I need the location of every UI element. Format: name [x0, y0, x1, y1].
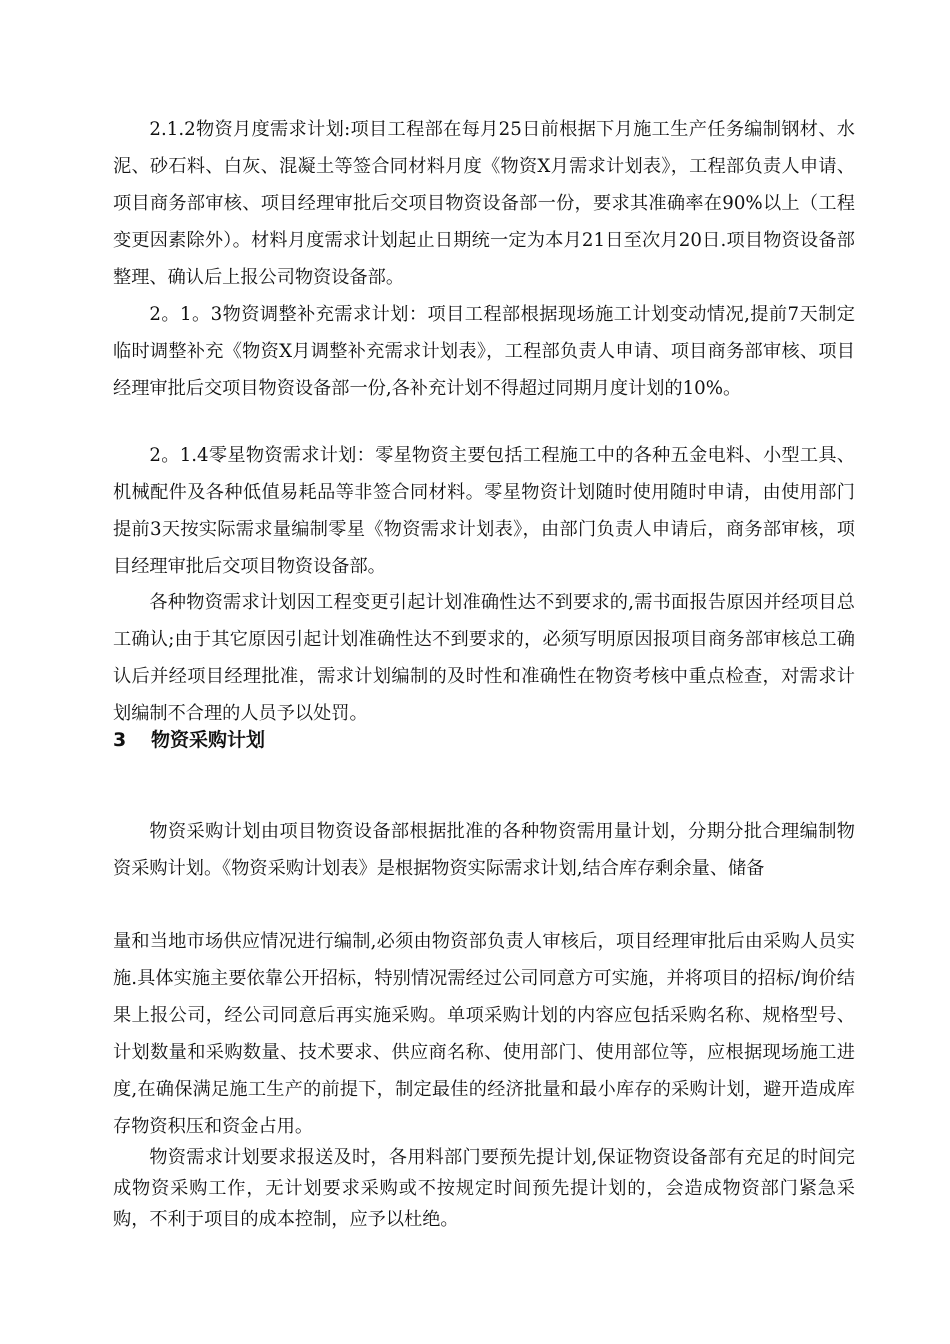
paragraph-2-1-3-supplementary-demand-plan: 2。1。3物资调整补充需求计划：项目工程部根据现场施工计划变动情况,提前7天制定临时调整补充《物资X月调整补充需求计划表》，工程部负责人申请、项目商务部审核、项目经理审批后交项目物资设备部一份,各补充计划不得超过同期月度计划的10%。 — [113, 304, 855, 399]
section-heading-3 — [113, 722, 265, 759]
paragraph-procurement-plan-continued: 量和当地市场供应情况进行编制,必须由物资部负责人审核后，项目经理审批后由采购人员实施.具体实施主要依靠公开招标，特别情况需经过公司同意方可实施，并将项目的招标/询价结果上报公司，经公司同意后再实施采购。单项采购计划的内容应包括采购名称、规格型号、计划数量和采购数量、技术要求、供应商名称、使用部门、使用部位等，应根据现场施工进度,在确保满足施工生产的前提下，制定最佳的经济批量和最小库存的采购计划，避开造成库存物资积压和资金占用。 — [113, 931, 855, 1137]
paragraph-timely-submission: 物资需求计划要求报送及时，各用料部门要预先提计划,保证物资设备部有充足的时间完成物资采购工作，无计划要求采购或不按规定时间预先提计划的，会造成物资部门紧急采购，不利于项目的成本控制，应予以杜绝。 — [113, 1147, 855, 1230]
paragraph-2-1-2-monthly-demand-plan: 2.1.2物资月度需求计划:项目工程部在每月25日前根据下月施工生产任务编制钢材、水泥、砂石料、白灰、混凝土等签合同材料月度《物资X月需求计划表》，工程部负责人申请、项目商务部审核、项目经理审批后交项目物资设备部一份，要求其准确率在90%以上（工程变更因素除外）。材料月度需求计划起止日期统一定为本月21日至次月20日.项目物资设备部整理、确认后上报公司物资设备部。 — [113, 119, 855, 288]
paragraph-procurement-plan-intro: 物资采购计划由项目物资设备部根据批准的各种物资需用量计划，分期分批合理编制物资采购计划。《物资采购计划表》是根据物资实际需求计划,结合库存剩余量、储备 — [113, 821, 855, 879]
paragraph-demand-plan-accuracy: 各种物资需求计划因工程变更引起计划准确性达不到要求的,需书面报告原因并经项目总工确认;由于其它原因引起计划准确性达不到要求的，必须写明原因报项目商务部审核总工确认后并经项目经理批准，需求计划编制的及时性和准确性在物资考核中重点检查，对需求计划编制不合理的人员予以处罚。 — [113, 592, 855, 724]
section-title: 物资采购计划 — [151, 729, 266, 751]
paragraph-2-1-4-sporadic-demand-plan: 2。1.4零星物资需求计划：零星物资主要包括工程施工中的各种五金电料、小型工具、机械配件及各种低值易耗品等非签合同材料。零星物资计划随时使用随时申请，由使用部门提前3天按实际需求量编制零星《物资需求计划表》，由部门负责人申请后，商务部审核，项目经理审批后交项目物资设备部。 — [113, 445, 855, 577]
section-number: 3 — [113, 729, 127, 751]
